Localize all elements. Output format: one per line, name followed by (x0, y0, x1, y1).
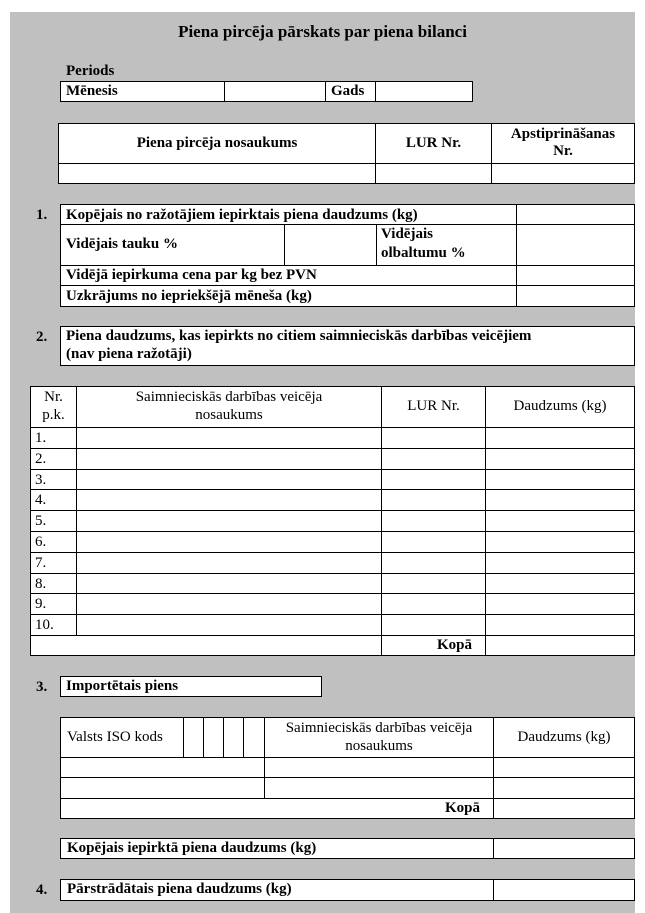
row-number: 8. (35, 576, 47, 592)
iso-char-field-2[interactable] (204, 718, 223, 757)
buyer-approval-field[interactable] (492, 164, 634, 183)
section2-total-label: Kopā (437, 637, 473, 653)
col-nr-header-2: p.k. (42, 407, 65, 423)
section3-title-box (60, 676, 322, 697)
s3-row2-qty[interactable] (494, 778, 634, 798)
section3-number: 3. (36, 679, 48, 695)
avg-protein-label-1: Vidējais (381, 226, 433, 242)
row-lur-field[interactable] (382, 594, 485, 613)
iso-char-field-4[interactable] (244, 718, 264, 757)
buyer-approval-header-2: Nr. (553, 143, 573, 159)
buyer-lur-field[interactable] (376, 164, 491, 183)
total-milk-field[interactable] (494, 839, 634, 858)
row-lur-field[interactable] (382, 553, 485, 572)
avg-fat-field[interactable] (285, 225, 376, 265)
row-lur-field[interactable] (382, 574, 485, 593)
buyer-name-header: Piena pircēja nosaukums (136, 135, 298, 151)
section4-number: 4. (36, 882, 48, 898)
row-qty-field[interactable] (486, 449, 634, 468)
section1-table (60, 204, 635, 307)
buyer-lur-header: LUR Nr. (405, 135, 462, 151)
row-number: 4. (35, 492, 47, 508)
page-title: Piena pircēja pārskats par piena bilanci (178, 22, 467, 41)
col-nr-header-1: Nr. (44, 389, 63, 405)
section3-total-field[interactable] (494, 799, 634, 818)
total-milk-label: Kopējais iepirktā piena daudzums (kg) (67, 840, 317, 856)
period-box (60, 81, 473, 102)
row-name-field[interactable] (77, 594, 381, 613)
month-field[interactable] (225, 82, 325, 101)
row-name-field[interactable] (77, 470, 381, 489)
avg-price-field[interactable] (517, 266, 634, 285)
row-qty-field[interactable] (486, 470, 634, 489)
total-purchased-field[interactable] (517, 205, 634, 224)
col-iso-header: Valsts ISO kods (67, 729, 163, 745)
buyer-table (58, 123, 635, 184)
year-label: Gads (331, 83, 365, 99)
s3-row1-iso[interactable] (61, 758, 264, 777)
row-number: 10. (35, 617, 54, 633)
row-number: 7. (35, 555, 47, 571)
form-page (10, 12, 635, 913)
section2-table (30, 386, 635, 656)
row-name-field[interactable] (77, 532, 381, 551)
row-lur-field[interactable] (382, 532, 485, 551)
avg-protein-field[interactable] (517, 225, 634, 265)
s3-row1-qty[interactable] (494, 758, 634, 777)
row-number: 9. (35, 596, 47, 612)
section2-title-box (60, 326, 635, 366)
col-name-header-2: nosaukums (195, 407, 263, 423)
row-lur-field[interactable] (382, 470, 485, 489)
s3-col-name-header-2: nosaukums (345, 738, 413, 754)
row-qty-field[interactable] (486, 532, 634, 551)
row-qty-field[interactable] (486, 490, 634, 509)
row-name-field[interactable] (77, 511, 381, 530)
row-number: 6. (35, 534, 47, 550)
row-qty-field[interactable] (486, 553, 634, 572)
row-lur-field[interactable] (382, 615, 485, 634)
row-qty-field[interactable] (486, 511, 634, 530)
s3-row2-iso[interactable] (61, 778, 264, 798)
s3-col-qty-header: Daudzums (kg) (517, 729, 611, 745)
row-name-field[interactable] (77, 428, 381, 447)
row-number: 3. (35, 472, 47, 488)
col-qty-header: Daudzums (kg) (513, 398, 607, 414)
avg-price-label: Vidējā iepirkuma cena par kg bez PVN (66, 267, 317, 283)
row-qty-field[interactable] (486, 428, 634, 447)
section1-number: 1. (36, 207, 48, 223)
buyer-name-field[interactable] (59, 164, 375, 183)
section4-title: Pārstrādātais piena daudzums (kg) (67, 881, 292, 897)
total-milk-box (60, 838, 635, 859)
row-name-field[interactable] (77, 574, 381, 593)
section2-number: 2. (36, 329, 48, 345)
row-name-field[interactable] (77, 490, 381, 509)
section3-title: Importētais piens (66, 678, 179, 694)
month-label: Mēnesis (66, 83, 118, 99)
avg-protein-label-2: olbaltumu % (381, 245, 466, 261)
section4-field[interactable] (494, 880, 634, 900)
s3-col-name-header-1: Saimnieciskās darbības veicēja (285, 720, 473, 736)
iso-char-field-1[interactable] (184, 718, 203, 757)
row-name-field[interactable] (77, 615, 381, 634)
section4-box (60, 879, 635, 901)
col-name-header-1: Saimnieciskās darbības veicēja (135, 389, 323, 405)
row-lur-field[interactable] (382, 511, 485, 530)
s3-row2-name[interactable] (265, 778, 493, 798)
iso-char-field-3[interactable] (224, 718, 243, 757)
row-number: 1. (35, 430, 47, 446)
col-lur-header: LUR Nr. (407, 398, 460, 414)
section3-total-label: Kopā (445, 800, 481, 816)
row-qty-field[interactable] (486, 594, 634, 613)
row-name-field[interactable] (77, 449, 381, 468)
row-lur-field[interactable] (382, 449, 485, 468)
section2-title-2: (nav piena ražotāji) (66, 346, 192, 362)
s3-row1-name[interactable] (265, 758, 493, 777)
row-number: 2. (35, 451, 47, 467)
total-purchased-label: Kopējais no ražotājiem iepirktais piena daudzums (kg) (66, 207, 418, 223)
avg-fat-label: Vidējais tauku % (66, 236, 178, 252)
row-lur-field[interactable] (382, 490, 485, 509)
section2-total-field[interactable] (486, 636, 634, 655)
year-field[interactable] (376, 82, 472, 101)
stock-prev-field[interactable] (517, 286, 634, 306)
row-qty-field[interactable] (486, 574, 634, 593)
row-lur-field[interactable] (382, 428, 485, 447)
stock-prev-label: Uzkrājums no iepriekšējā mēneša (kg) (66, 288, 312, 304)
period-label: Periods (66, 63, 115, 79)
section2-title-1: Piena daudzums, kas iepirkts no citiem saimnieciskās darbības veicējiem (66, 328, 532, 344)
row-name-field[interactable] (77, 553, 381, 572)
section3-table (60, 717, 635, 819)
row-qty-field[interactable] (486, 615, 634, 634)
row-number: 5. (35, 513, 47, 529)
buyer-approval-header-1: Apstiprināšanas (510, 126, 616, 142)
